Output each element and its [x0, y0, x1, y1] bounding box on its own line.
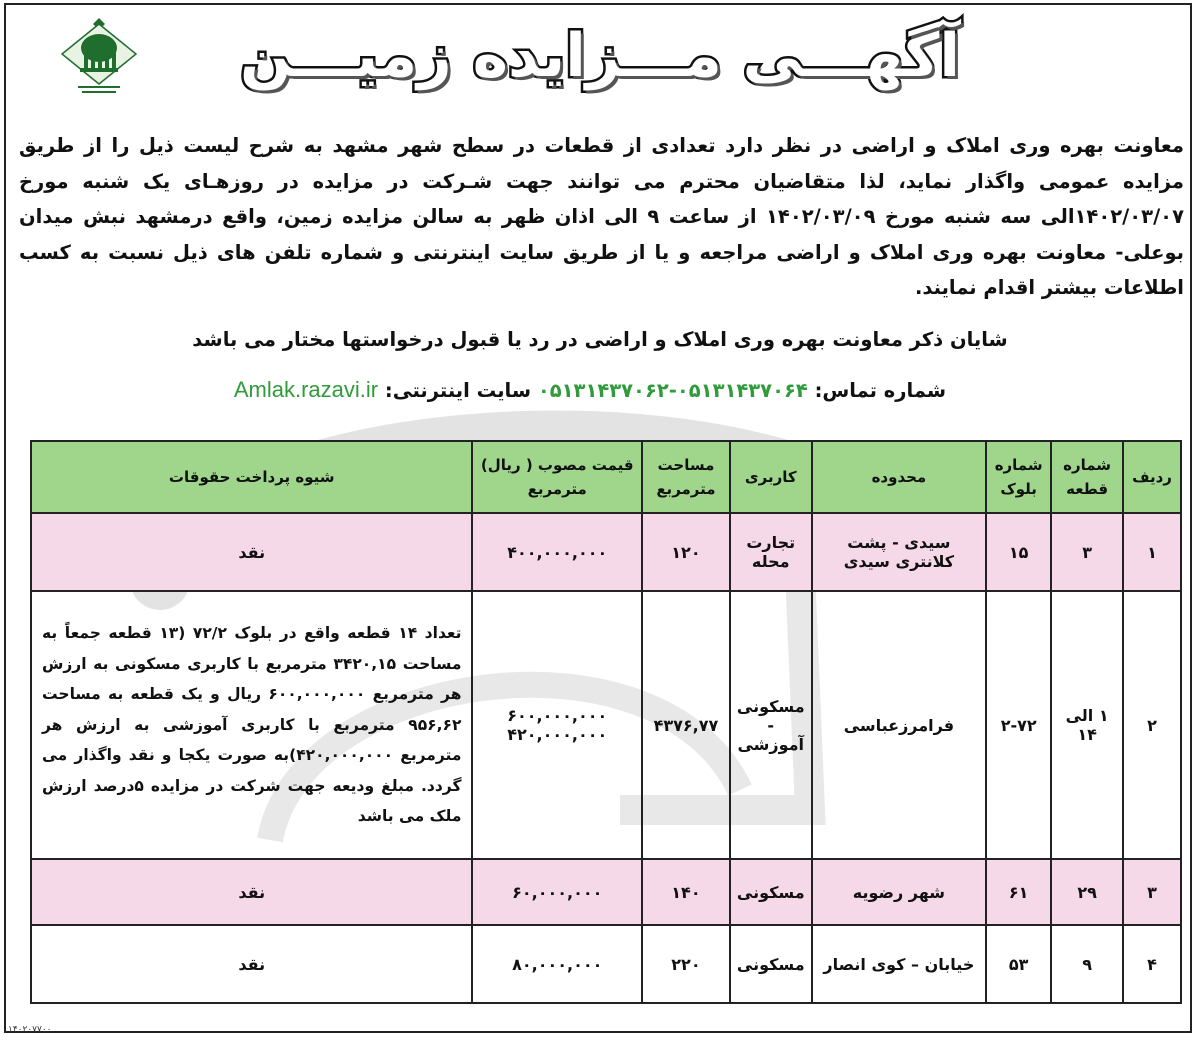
cell-block: ۵۳ — [986, 925, 1051, 1003]
cell-usage: مسکونی — [730, 925, 812, 1003]
cell-area-name: خیابان – کوی انصار — [812, 925, 987, 1003]
cell-row-number: ۳ — [1123, 859, 1181, 925]
cell-terms: نقد — [31, 859, 472, 925]
header-area: مساحت مترمربع — [642, 441, 730, 513]
cell-terms: نقد — [31, 925, 472, 1003]
table-row — [31, 925, 1181, 1003]
phone-numbers: ۰۵۱۳۱۴۳۷۰۶۴-۰۵۱۳۱۴۳۷۰۶۲ — [537, 379, 808, 402]
header-area-name: محدوده — [812, 441, 987, 513]
cell-row-number: ۱ — [1123, 513, 1181, 591]
cell-area: ۱۴۰ — [642, 859, 730, 925]
cell-terms: تعداد ۱۴ قطعه واقع در بلوک ۷۲/۲ (۱۳ قطعه جمعاً به مساحت ۳۴۲۰,۱۵ مترمربع با کاربری مسکونی به ارزش هر مترمربع ۶۰۰,۰۰۰,۰۰۰ ریال و یک قطعه به مساحت ۹۵۶,۶۲ مترمربع با کاربری آموزشی به ارزش هر مترمربع ۴۲۰,۰۰۰,۰۰۰)به صورت یکجا و نقد واگذار می گردد. مبلغ ودیعه جهت شرکت در مزایده ۵درصد ارزش ملک می باشد — [31, 591, 472, 859]
table-row — [31, 513, 1181, 591]
contact-line — [180, 377, 1000, 411]
cell-area-name: فرامرزعباسی — [812, 591, 987, 859]
table-row — [31, 591, 1181, 859]
cell-area-name: شهر رضویه — [812, 859, 987, 925]
cell-area: ۱۲۰ — [642, 513, 730, 591]
cell-parcel: ۹ — [1051, 925, 1123, 1003]
header-row-number: ردیف — [1123, 441, 1181, 513]
cell-area-name: سیدی - پشت کلانتری سیدی — [812, 513, 987, 591]
cell-area: ۲۲۰ — [642, 925, 730, 1003]
table-header-row — [31, 441, 1181, 513]
header-terms: شیوه پرداخت حقوقات — [31, 441, 472, 513]
cell-price: ۴۰۰,۰۰۰,۰۰۰ — [472, 513, 642, 591]
cell-area: ۴۳۷۶,۷۷ — [642, 591, 730, 859]
emblem-logo — [60, 14, 138, 100]
website-link[interactable]: Amlak.razavi.ir — [233, 377, 379, 402]
cell-price — [472, 591, 642, 859]
header-parcel: شماره قطعه — [1051, 441, 1123, 513]
site-label: سایت اینترنتی: — [384, 379, 532, 402]
cell-usage: مسکونی — [730, 859, 812, 925]
cell-usage: تجارت محله — [730, 513, 812, 591]
cell-parcel: ۳ — [1051, 513, 1123, 591]
auction-table — [30, 440, 1182, 1004]
cell-terms: نقد — [31, 513, 472, 591]
cell-usage: مسکونی - آموزشی — [730, 591, 812, 859]
header-price: قیمت مصوب ( ریال) مترمربع — [472, 441, 642, 513]
table-row — [31, 859, 1181, 925]
disclaimer-note: شایان ذکر معاونت بهره وری املاک و اراضی در رد یا قبول درخواستها مختار می باشد — [192, 328, 1008, 351]
phone-label: شماره تماس: — [814, 379, 947, 402]
cell-row-number: ۴ — [1123, 925, 1181, 1003]
cell-price: ۶۰,۰۰۰,۰۰۰ — [472, 859, 642, 925]
cell-block: ۶۱ — [986, 859, 1051, 925]
header-usage: کاربری — [730, 441, 812, 513]
header-block: شماره بلوک — [986, 441, 1051, 513]
cell-block: ۲-۷۲ — [986, 591, 1051, 859]
cell-price: ۸۰,۰۰۰,۰۰۰ — [472, 925, 642, 1003]
page-title: آگهـــی مـــزایده زمیـــن — [240, 21, 960, 91]
cell-row-number: ۲ — [1123, 591, 1181, 859]
ad-code: ۱۴۰۲۰۷۷۰۰ — [8, 1025, 52, 1035]
cell-block: ۱۵ — [986, 513, 1051, 591]
cell-parcel: ۲۹ — [1051, 859, 1123, 925]
price-educational: ۴۲۰,۰۰۰,۰۰۰ — [507, 725, 608, 744]
intro-paragraph: معاونت بهره وری املاک و اراضی در نظر دارد تعدادی از قطعات در سطح شهر مشهد به شرح لیست ذیل را از طریق مزایده عمومی واگذار نماید، لذا متقاضیان محترم می توانند جهت شـرکت در مزایده در روزهـای یک شنبه مورخ ۱۴۰۲/۰۳/۰۷الی سه شنبه مورخ ۱۴۰۲/۰۳/۰۹ از ساعت ۹ الی اذان ظهر به سالن مزایده زمین، واقع درمشهد نبش میدان بوعلی- معاونت بهره وری املاک و اراضی مراجعه و یا از طریق سایت اینترنتی و شماره تلفن های ذیل نسبت به کسب اطلاعات بیشتر اقدام نمایند. — [19, 134, 1184, 299]
cell-parcel: ۱ الی ۱۴ — [1051, 591, 1123, 859]
price-residential: ۶۰۰,۰۰۰,۰۰۰ — [507, 706, 608, 725]
